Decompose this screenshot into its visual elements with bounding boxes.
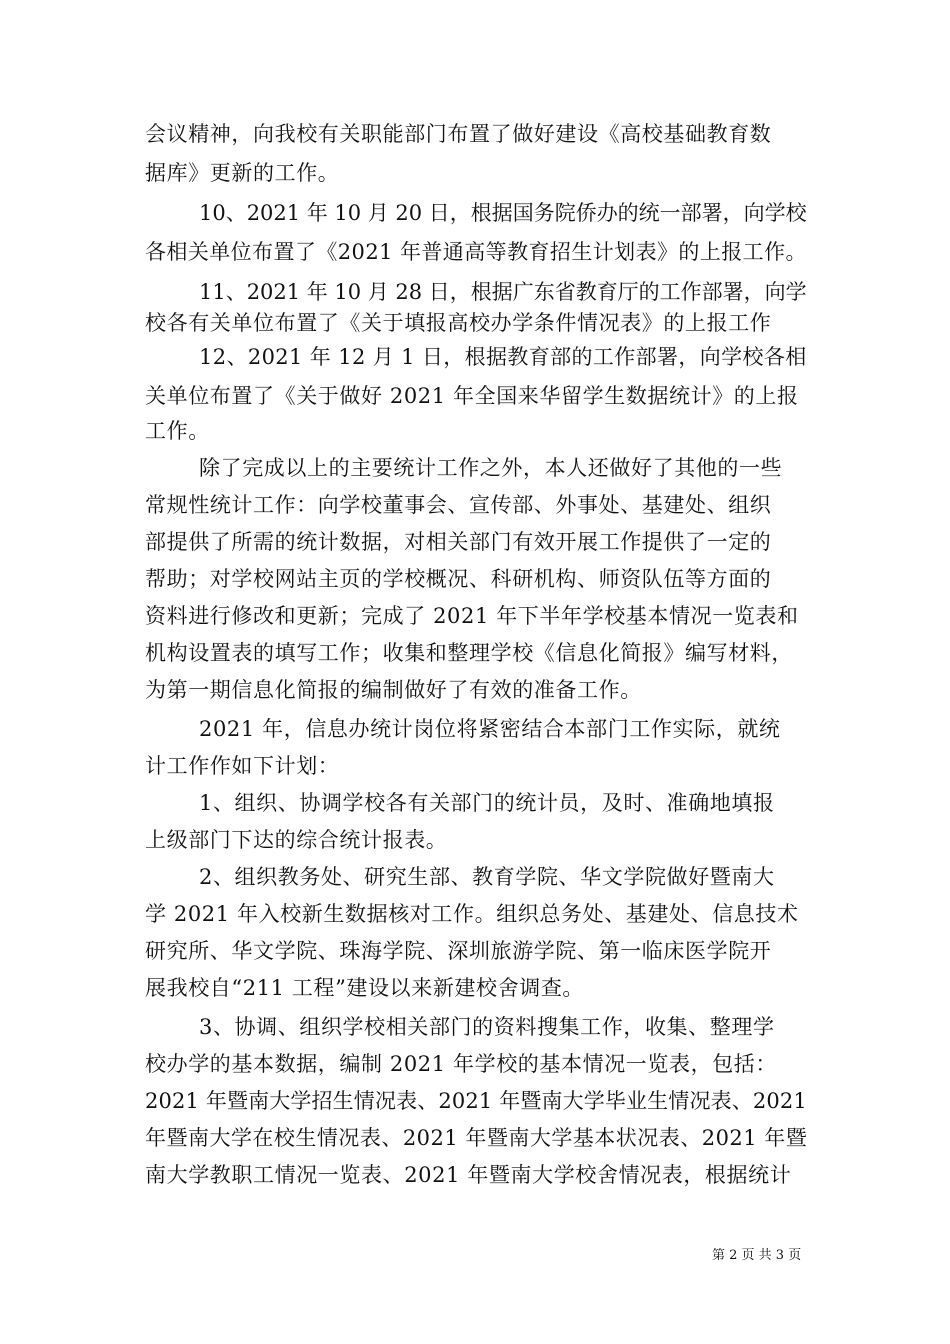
- text-line: 3、协调、组织学校相关部门的资料搜集工作，收集、整理学: [199, 1015, 775, 1039]
- text-line: 年暨南大学在校生情况表、2021 年暨南大学基本状况表、2021 年暨: [145, 1126, 808, 1150]
- text-line: 为第一期信息化简报的编制做好了有效的准备工作。: [145, 678, 642, 702]
- text-line: 10、2021 年 10 月 20 日，根据国务院侨办的统一部署，向学校: [199, 201, 807, 225]
- text-line: 2021 年暨南大学招生情况表、2021 年暨南大学毕业生情况表、2021: [145, 1089, 807, 1113]
- page-number: 第 2 页 共 3 页: [712, 1248, 802, 1263]
- text-line: 研究所、华文学院、珠海学院、深圳旅游学院、第一临床医学院开: [145, 939, 772, 963]
- text-line: 会议精神，向我校有关职能部门布置了做好建设《高校基础教育数: [145, 122, 772, 146]
- text-line: 上级部门下达的综合统计报表。: [145, 828, 448, 852]
- text-line: 2021 年，信息办统计岗位将紧密结合本部门工作实际，就统: [199, 717, 781, 741]
- text-line: 工作。: [145, 419, 210, 443]
- text-line: 各相关单位布置了《2021 年普通高等教育招生计划表》的上报工作。: [145, 240, 807, 264]
- text-line: 帮助；对学校网站主页的学校概况、科研机构、师资队伍等方面的: [145, 567, 772, 591]
- text-line: 1、组织、协调学校各有关部门的统计员，及时、准确地填报: [199, 791, 775, 815]
- text-line: 2、组织教务处、研究生部、教育学院、华文学院做好暨南大: [199, 865, 775, 889]
- text-line: 11、2021 年 10 月 28 日，根据广东省教育厅的工作部署，向学: [199, 280, 807, 304]
- text-line: 展我校自“211 工程”建设以来新建校舍调查。: [145, 976, 585, 1000]
- text-line: 常规性统计工作：向学校董事会、宣传部、外事处、基建处、组织: [145, 493, 772, 517]
- text-line: 计工作作如下计划：: [145, 754, 340, 778]
- text-line: 12、2021 年 12 月 1 日，根据教育部的工作部署，向学校各相: [199, 345, 807, 369]
- text-line: 部提供了所需的统计数据，对相关部门有效开展工作提供了一定的: [145, 530, 772, 554]
- text-line: 资料进行修改和更新；完成了 2021 年下半年学校基本情况一览表和: [145, 604, 799, 628]
- text-line: 关单位布置了《关于做好 2021 年全国来华留学生数据统计》的上报: [145, 384, 799, 408]
- text-line: 据库》更新的工作。: [145, 161, 340, 185]
- text-line: 机构设置表的填写工作；收集和整理学校《信息化简报》编写材料，: [145, 641, 793, 665]
- text-line: 除了完成以上的主要统计工作之外，本人还做好了其他的一些: [199, 456, 783, 480]
- text-line: 校各有关单位布置了《关于填报高校办学条件情况表》的上报工作: [145, 311, 772, 335]
- text-line: 南大学教职工情况一览表、2021 年暨南大学校舍情况表，根据统计: [145, 1163, 792, 1187]
- text-line: 校办学的基本数据，编制 2021 年学校的基本情况一览表，包括：: [145, 1052, 777, 1076]
- text-line: 学 2021 年入校新生数据核对工作。组织总务处、基建处、信息技术: [145, 902, 799, 926]
